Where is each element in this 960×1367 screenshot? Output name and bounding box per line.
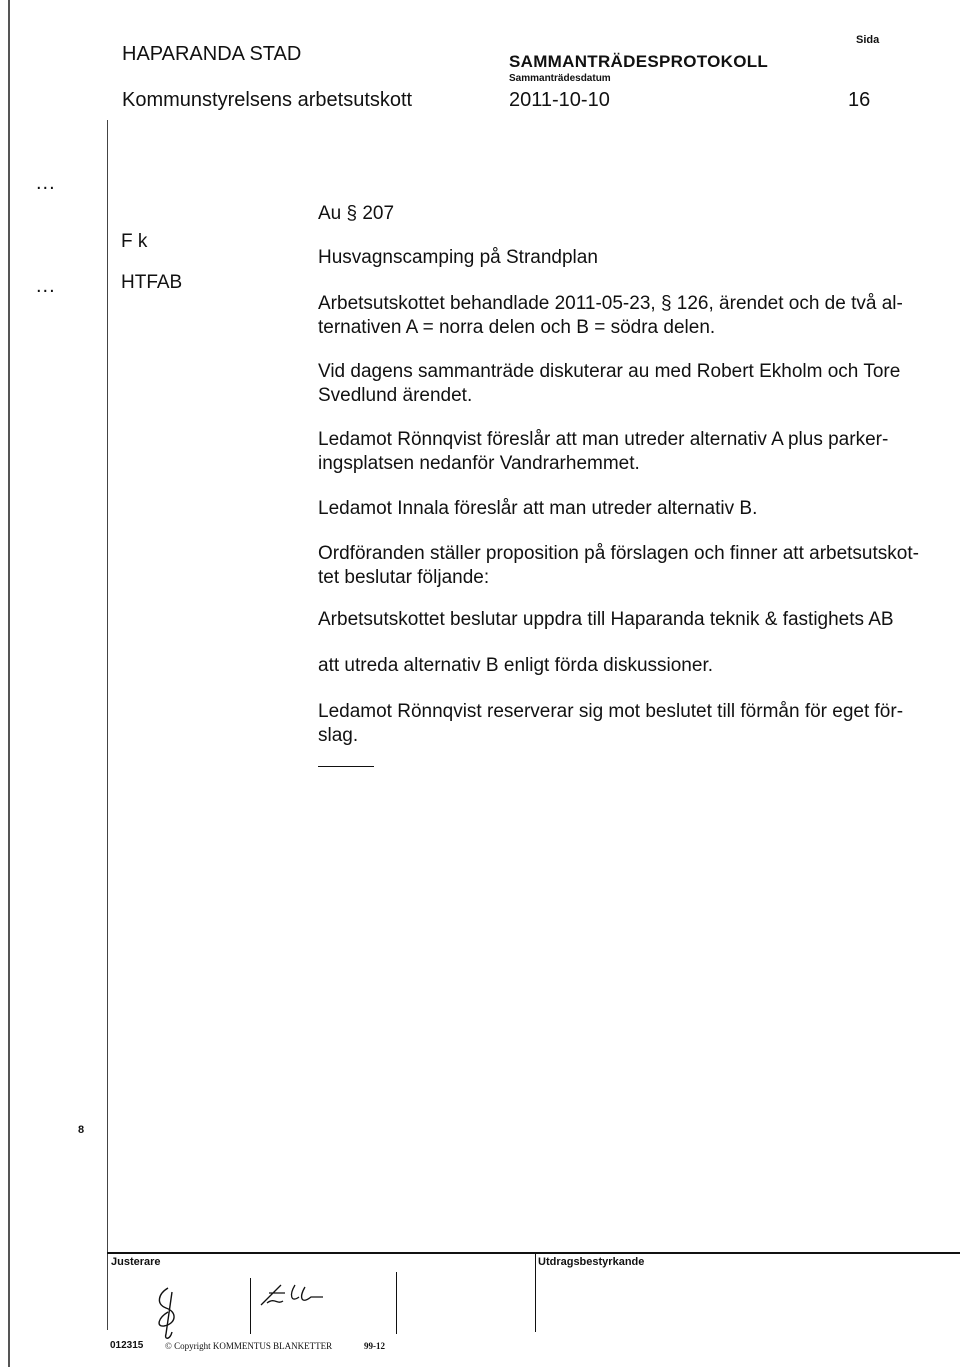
left-margin-line	[8, 0, 10, 1367]
paragraph-6: Arbetsutskottet beslutar uppdra till Haparanda teknik & fastighets AB	[318, 609, 894, 630]
utdrag-label: Utdragsbestyrkande	[538, 1256, 645, 1268]
recipient-htfab: HTFAB	[121, 272, 183, 293]
column-divider-line	[107, 120, 108, 1330]
form-code: 012315	[110, 1340, 144, 1351]
page-label: Sida	[856, 34, 880, 46]
doc-type: SAMMANTRÄDESPROTOKOLL	[509, 52, 769, 71]
footer-divider-3	[535, 1252, 536, 1332]
section-title: Husvagnscamping på Strandplan	[318, 247, 598, 268]
recipient-fk: F k	[121, 231, 148, 252]
paragraph-number: Au § 207	[318, 203, 395, 224]
org-name: HAPARANDA STAD	[122, 43, 302, 65]
footer-divider-2	[396, 1272, 397, 1334]
paragraph-8: Ledamot Rönnqvist reserverar sig mot beslutet till förmån för eget för-slag.	[318, 701, 904, 746]
paragraph-3: Ledamot Rönnqvist föreslår att man utreder alternativ A plus parker-ingsplatsen nedanför Vandrarhemmet.	[318, 429, 889, 474]
footer-rule	[107, 1252, 960, 1254]
copyright-notice: © Copyright KOMMENTUS BLANKETTER	[165, 1341, 333, 1351]
date-label: Sammanträdesdatum	[509, 73, 611, 84]
committee-name: Kommunstyrelsens arbetsutskott	[122, 89, 413, 111]
signature-initials-2	[255, 1275, 335, 1315]
end-rule	[318, 766, 374, 767]
edge-number: 8	[78, 1124, 85, 1136]
paragraph-4: Ledamot Innala föreslår att man utreder alternativ B.	[318, 498, 758, 519]
paragraph-2: Vid dagens sammanträde diskuterar au med Robert Ekholm och Tore Svedlund ärendet.	[318, 361, 901, 406]
justerare-label: Justerare	[111, 1256, 161, 1268]
signature-initials-1	[148, 1282, 188, 1342]
margin-dots-2: ...	[36, 275, 56, 297]
meeting-date: 2011-10-10	[509, 89, 610, 111]
paragraph-1: Arbetsutskottet behandlade 2011-05-23, § 126, ärendet och de två al-ternativen A = norra delen och B = södra delen.	[318, 293, 903, 338]
margin-dots-1: ...	[36, 172, 56, 194]
form-version: 99-12	[364, 1341, 385, 1351]
footer-divider-1	[250, 1278, 251, 1334]
paragraph-5: Ordföranden ställer proposition på förslagen och finner att arbetsutskot-tet beslutar följande:	[318, 543, 919, 588]
page-number: 16	[848, 89, 871, 111]
paragraph-7: att utreda alternativ B enligt förda diskussioner.	[318, 655, 714, 676]
